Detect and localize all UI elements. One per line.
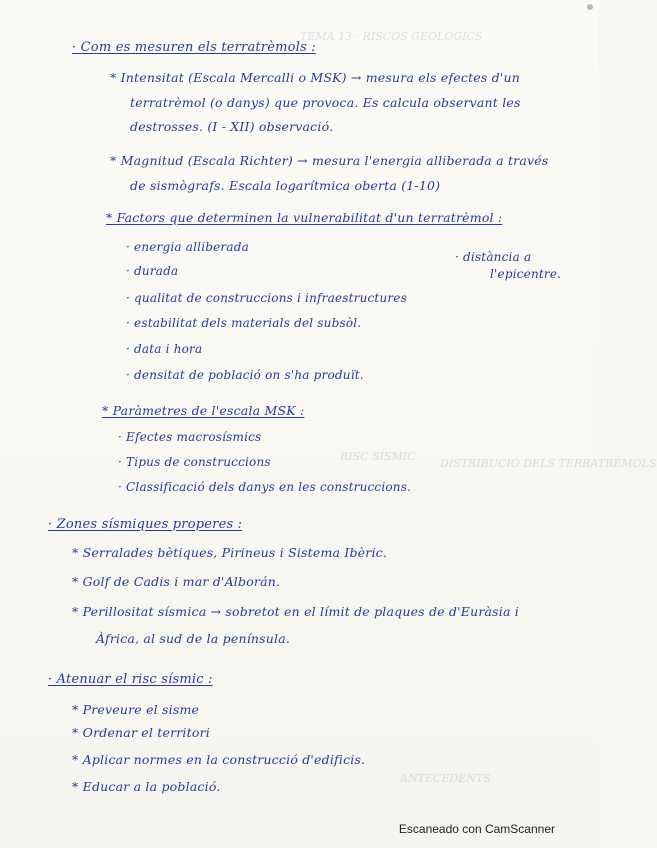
section-heading: · Atenuar el risc sísmic :: [48, 672, 213, 687]
note-line: * Magnitud (Escala Richter) → mesura l'energia alliberada a través: [110, 153, 549, 168]
list-item: * Aplicar normes en la construcció d'edificis.: [72, 752, 366, 767]
note-line: * Golf de Cadis i mar d'Alborán.: [72, 574, 281, 589]
list-item: · densitat de població on s'ha produït.: [126, 368, 364, 382]
section-heading: · Zones sísmiques properes :: [48, 517, 243, 532]
bleed-text: RISC SÍSMIC: [340, 450, 416, 463]
list-item: * Preveure el sisme: [72, 702, 200, 717]
bleed-text: ANTECEDENTS: [400, 772, 491, 785]
list-item: · qualitat de construccions i infraestructures: [126, 291, 407, 305]
binding-hole: [587, 4, 593, 10]
subheading: * Paràmetres de l'escala MSK :: [102, 403, 305, 418]
section-heading: · Com es mesuren els terratrèmols :: [72, 40, 316, 55]
list-item: · Efectes macrosísmics: [118, 430, 262, 444]
list-item: · Classificació dels danys en les construccions.: [118, 480, 412, 494]
list-item: · energia alliberada: [126, 240, 249, 254]
note-line: * Serralades bètiques, Pirineus i Sistema Ibèric.: [72, 545, 388, 560]
list-item: * Educar a la població.: [72, 779, 221, 794]
list-item: · data i hora: [126, 342, 203, 356]
list-item: l'epicentre.: [490, 267, 562, 281]
note-line: Àfrica, al sud de la península.: [96, 631, 291, 646]
subheading: * Factors que determinen la vulnerabilitat d'un terratrèmol :: [106, 210, 503, 225]
bleed-text: TEMA 13 · RISCOS GEOLÒGICS: [300, 30, 483, 43]
bleed-text: DISTRIBUCIÓ DELS TERRATRÈMOLS: [440, 457, 657, 470]
list-item: * Ordenar el territori: [72, 725, 210, 740]
list-item: · Tipus de construccions: [118, 455, 271, 469]
scanner-watermark: Escaneado con CamScanner: [398, 822, 555, 836]
note-line: destrosses. (I - XII) observació.: [130, 119, 334, 134]
list-item: · distància a: [455, 250, 532, 264]
list-item: · durada: [126, 264, 179, 278]
list-item: · estabilitat dels materials del subsòl.: [126, 316, 362, 330]
note-line: * Perillositat sísmica → sobretot en el límit de plaques de d'Euràsia i: [72, 604, 520, 619]
note-line: terratrèmol (o danys) que provoca. Es calcula observant les: [130, 95, 521, 110]
note-line: de sismògrafs. Escala logarítmica oberta (1-10): [130, 178, 441, 193]
note-line: * Intensitat (Escala Mercalli o MSK) → mesura els efectes d'un: [110, 70, 521, 85]
